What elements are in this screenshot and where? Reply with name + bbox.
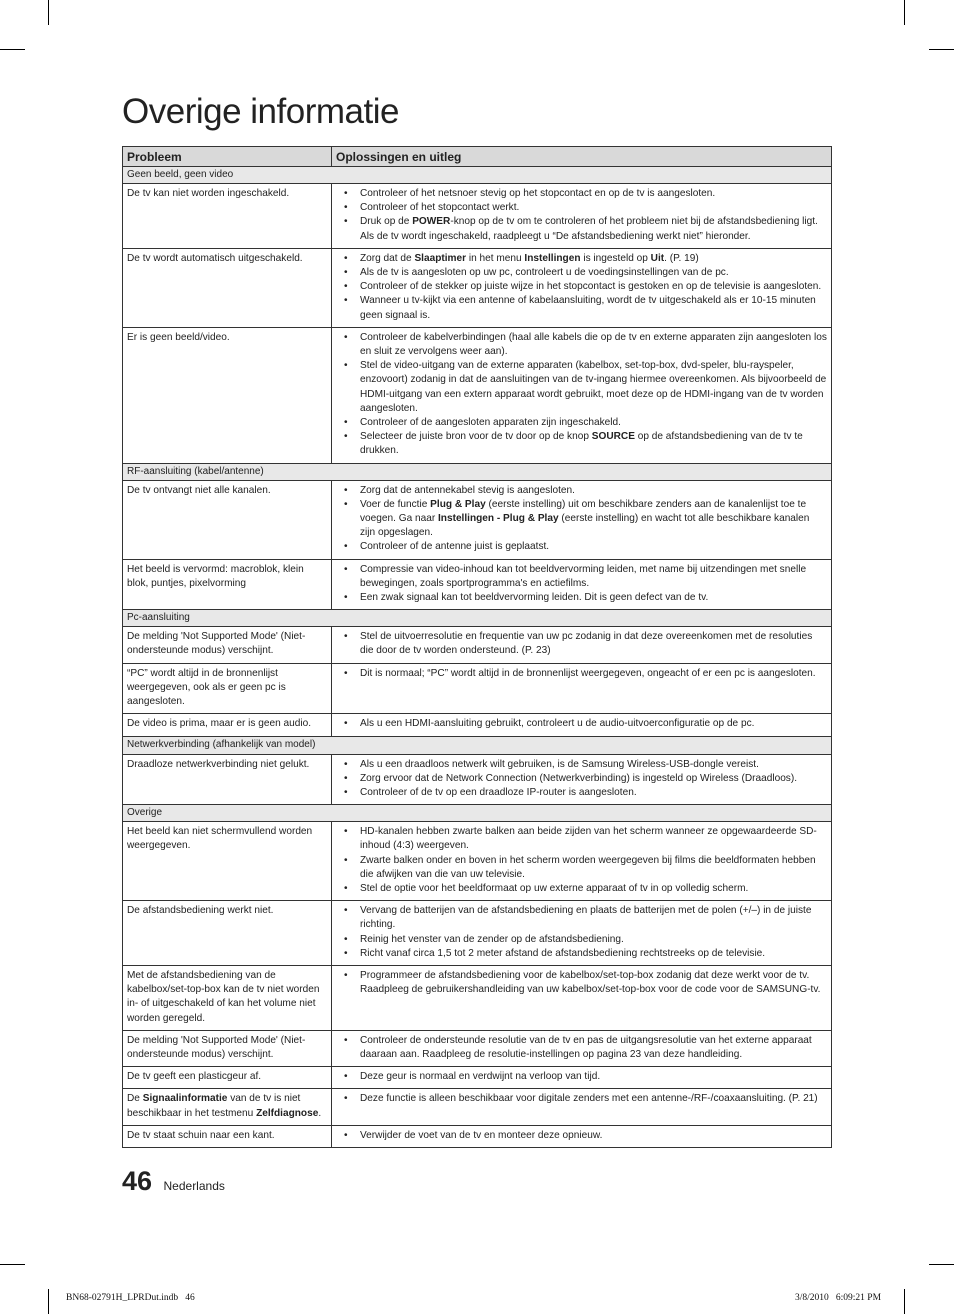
column-header-solutions: Oplossingen en uitleg (332, 147, 832, 167)
solutions-list (336, 331, 827, 459)
section-header-row (123, 736, 832, 754)
section-header-row (123, 610, 832, 627)
section-title: Overige (123, 805, 832, 822)
solutions-cell (332, 184, 832, 249)
page-footer (122, 1166, 225, 1197)
solution-item: • Controleer of de tv op een draadloze IP-router is aangesloten. (336, 786, 827, 800)
solution-item: • Wanneer u tv-kijkt via een antenne of kabelaansluiting, wordt de tv uitgeschakeld als er 10-15 minuten geen signaal is. (336, 294, 827, 322)
solution-item: • Controleer of de aangesloten apparaten zijn ingeschakeld. (336, 416, 827, 430)
crop-mark (929, 1264, 954, 1265)
solutions-list (336, 1129, 827, 1143)
table-row (123, 663, 832, 714)
table-row (123, 822, 832, 901)
solution-item: • Een zwak signaal kan tot beeldvervorming leiden. Dit is geen defect van de tv. (336, 591, 827, 605)
solutions-cell (332, 1089, 832, 1125)
table-row (123, 965, 832, 1030)
solution-item: • Reinig het venster van de zender op de afstandsbediening. (336, 933, 827, 947)
solution-item: • Vervang de batterijen van de afstandsbediening en plaats de batterijen met de polen (+/–) in de juiste richting. (336, 904, 827, 932)
solution-item: • Als u een HDMI-aansluiting gebruikt, controleert u de audio-uitvoerconfiguratie op de pc. (336, 717, 827, 731)
solutions-list (336, 904, 827, 961)
table-row (123, 184, 832, 249)
solutions-list (336, 758, 827, 801)
solutions-cell (332, 1030, 832, 1066)
solution-item: • Controleer of de stekker op juiste wijze in het stopcontact is gestoken en op de televisie is aangesloten. (336, 280, 827, 294)
solutions-list (336, 252, 827, 323)
problem-cell: Het beeld kan niet schermvullend worden weergegeven. (123, 822, 332, 901)
section-title: RF-aansluiting (kabel/antenne) (123, 463, 832, 480)
problem-cell: De tv wordt automatisch uitgeschakeld. (123, 248, 332, 327)
solutions-cell (332, 627, 832, 663)
table-row (123, 754, 832, 805)
solution-item: • Zorg ervoor dat de Network Connection (Netwerkverbinding) is ingesteld op Wireless (Draadloos). (336, 772, 827, 786)
problem-cell: De afstandsbediening werkt niet. (123, 901, 332, 966)
solution-item: • Voer de functie Plug & Play (eerste instelling) uit om beschikbare zenders aan de kanalenlijst toe te voegen. Ga naar Instellingen - Plug & Play (eerste instelling) en wacht tot alle beschikbare kanalen zijn opgeslagen. (336, 498, 827, 541)
table-row (123, 480, 832, 559)
crop-mark (48, 0, 49, 25)
solution-item: • Zwarte balken onder en boven in het scherm worden weergegeven bij films die beeldformaten hebben die afwijken van die van uw televisie. (336, 854, 827, 882)
solutions-list (336, 1034, 827, 1062)
solution-item: • HD-kanalen hebben zwarte balken aan beide zijden van het scherm wanneer ze opgewaardeerde SD-inhoud (4:3) weergeven. (336, 825, 827, 853)
problem-cell: De melding 'Not Supported Mode' (Niet-ondersteunde modus) verschijnt. (123, 627, 332, 663)
problem-cell: De tv ontvangt niet alle kanalen. (123, 480, 332, 559)
table-row (123, 1067, 832, 1089)
crop-mark (48, 1289, 49, 1314)
solutions-cell (332, 714, 832, 736)
problem-cell: De tv geeft een plasticgeur af. (123, 1067, 332, 1089)
section-title: Pc-aansluiting (123, 610, 832, 627)
solution-item: • Compressie van video-inhoud kan tot beeldvervorming leiden, met name bij uitzendingen met snelle bewegingen, zoals sportprogramma's en actiefilms. (336, 563, 827, 591)
solutions-cell (332, 480, 832, 559)
imprint-datetime: 3/8/2010 6:09:21 PM (795, 1293, 882, 1303)
solutions-cell (332, 559, 832, 610)
solutions-list (336, 187, 827, 244)
solutions-cell (332, 248, 832, 327)
solution-item: • Deze functie is alleen beschikbaar voor digitale zenders met een antenne-/RF-/coaxaansluiting. (P. 21) (336, 1092, 827, 1106)
solution-item: • Selecteer de juiste bron voor de tv door op de knop SOURCE op de afstandsbediening van de tv te drukken. (336, 430, 827, 458)
solution-item: • Als u een draadloos netwerk wilt gebruiken, is de Samsung Wireless-USB-dongle vereist. (336, 758, 827, 772)
solution-item: • Zorg dat de antennekabel stevig is aangesloten. (336, 484, 827, 498)
table-row (123, 1030, 832, 1066)
problem-cell: Er is geen beeld/video. (123, 327, 332, 463)
page-number: 46 (122, 1166, 153, 1196)
solutions-list (336, 717, 827, 731)
page-title: Overige informatie (122, 92, 399, 131)
column-header-problem: Probleem (123, 147, 332, 167)
imprint-file: BN68-02791H_LPRDut.indb 46 (66, 1293, 195, 1303)
crop-mark (0, 1264, 25, 1265)
table-row (123, 327, 832, 463)
solutions-cell (332, 754, 832, 805)
table-row (123, 559, 832, 610)
solutions-cell (332, 327, 832, 463)
solution-item: • Verwijder de voet van de tv en monteer deze opnieuw. (336, 1129, 827, 1143)
solutions-list (336, 484, 827, 555)
solution-item: • Druk op de POWER-knop op de tv om te controleren of het probleem niet bij de afstandsbediening ligt. Als de tv wordt ingeschakeld, raadpleegt u “De afstandsbediening werkt niet” hieronder. (336, 215, 827, 243)
problem-cell: “PC” wordt altijd in de bronnenlijst weergegeven, ook als er geen pc is aangesloten. (123, 663, 332, 714)
solutions-cell (332, 1125, 832, 1147)
solution-item: • Controleer of het netsnoer stevig op het stopcontact en op de tv is aangesloten. (336, 187, 827, 201)
problem-cell: Met de afstandsbediening van de kabelbox/set-top-box kan de tv niet worden in- of uitgeschakeld of kan het volume niet worden geregeld. (123, 965, 332, 1030)
section-title: Netwerkverbinding (afhankelijk van model) (123, 736, 832, 754)
solution-item: • Deze geur is normaal en verdwijnt na verloop van tijd. (336, 1070, 827, 1084)
solution-item: • Controleer of de antenne juist is geplaatst. (336, 540, 827, 554)
problem-cell: De melding 'Not Supported Mode' (Niet-ondersteunde modus) verschijnt. (123, 1030, 332, 1066)
table-row (123, 714, 832, 736)
solution-item: • Richt vanaf circa 1,5 tot 2 meter afstand de afstandsbediening rechtstreeks op de televisie. (336, 947, 827, 961)
solutions-list (336, 630, 827, 658)
solutions-cell (332, 822, 832, 901)
solution-item: • Controleer of het stopcontact werkt. (336, 201, 827, 215)
problem-cell: De tv kan niet worden ingeschakeld. (123, 184, 332, 249)
solutions-cell (332, 663, 832, 714)
table-row (123, 901, 832, 966)
solution-item: • Stel de video-uitgang van de externe apparaten (kabelbox, set-top-box, dvd-speler, blu-rayspeler, enzovoort) zodanig in dat de aansluitingen van de tv-ingang hiermee overeenkomen. Als bijvoorbeeld de HDMI-uitgang van een extern apparaat wordt gebruikt, moet deze op de HDMI-ingang van de tv worden aangesloten. (336, 359, 827, 416)
section-header-row (123, 167, 832, 184)
solutions-list (336, 563, 827, 606)
section-title: Geen beeld, geen video (123, 167, 832, 184)
table-body (123, 167, 832, 1148)
solution-item: • Zorg dat de Slaaptimer in het menu Instellingen is ingesteld op Uit. (P. 19) (336, 252, 827, 266)
solution-item: • Controleer de kabelverbindingen (haal alle kabels die op de tv en externe apparaten zijn aangesloten los en sluit ze vervolgens weer aan). (336, 331, 827, 359)
problem-cell: Draadloze netwerkverbinding niet gelukt. (123, 754, 332, 805)
section-header-row (123, 463, 832, 480)
language-label: Nederlands (163, 1179, 225, 1193)
crop-mark (904, 0, 905, 25)
solutions-cell (332, 965, 832, 1030)
table-header-row (123, 147, 832, 167)
solution-item: • Als de tv is aangesloten op uw pc, controleert u de voedingsinstellingen van de pc. (336, 266, 827, 280)
section-header-row (123, 805, 832, 822)
crop-mark (929, 49, 954, 50)
crop-mark (0, 49, 25, 50)
solutions-list (336, 825, 827, 896)
solution-item: • Stel de optie voor het beeldformaat op uw externe apparaat of tv in op volledig scherm. (336, 882, 827, 896)
problem-cell: De video is prima, maar er is geen audio. (123, 714, 332, 736)
table-row (123, 627, 832, 663)
solutions-cell (332, 901, 832, 966)
solution-item: • Controleer de ondersteunde resolutie van de tv en pas de uitgangsresolutie van het externe apparaat daaraan aan. Raadpleeg de resolutie-instellingen op pagina 23 van deze handleiding. (336, 1034, 827, 1062)
table-row (123, 248, 832, 327)
problem-cell: De Signaalinformatie van de tv is niet beschikbaar in het testmenu Zelfdiagnose. (123, 1089, 332, 1125)
crop-mark (904, 1289, 905, 1314)
solutions-list (336, 969, 827, 997)
problem-cell: Het beeld is vervormd: macroblok, klein blok, puntjes, pixelvorming (123, 559, 332, 610)
solution-item: • Dit is normaal; “PC” wordt altijd in de bronnenlijst weergegeven, ongeacht of er een pc is aangesloten. (336, 667, 827, 681)
solutions-list (336, 667, 827, 681)
problem-cell: De tv staat schuin naar een kant. (123, 1125, 332, 1147)
solutions-cell (332, 1067, 832, 1089)
solution-item: • Programmeer de afstandsbediening voor de kabelbox/set-top-box zodanig dat deze werkt voor de tv. Raadpleeg de gebruikershandleiding van uw kabelbox/set-top-box voor de code voor de SAMSUNG-tv. (336, 969, 827, 997)
solutions-list (336, 1092, 827, 1106)
solution-item: • Stel de uitvoerresolutie en frequentie van uw pc zodanig in dat deze overeenkomen met de resoluties die door de tv worden ondersteund. (P. 23) (336, 630, 827, 658)
solutions-list (336, 1070, 827, 1084)
table-row (123, 1125, 832, 1147)
table-row (123, 1089, 832, 1125)
troubleshooting-table (122, 146, 832, 1148)
